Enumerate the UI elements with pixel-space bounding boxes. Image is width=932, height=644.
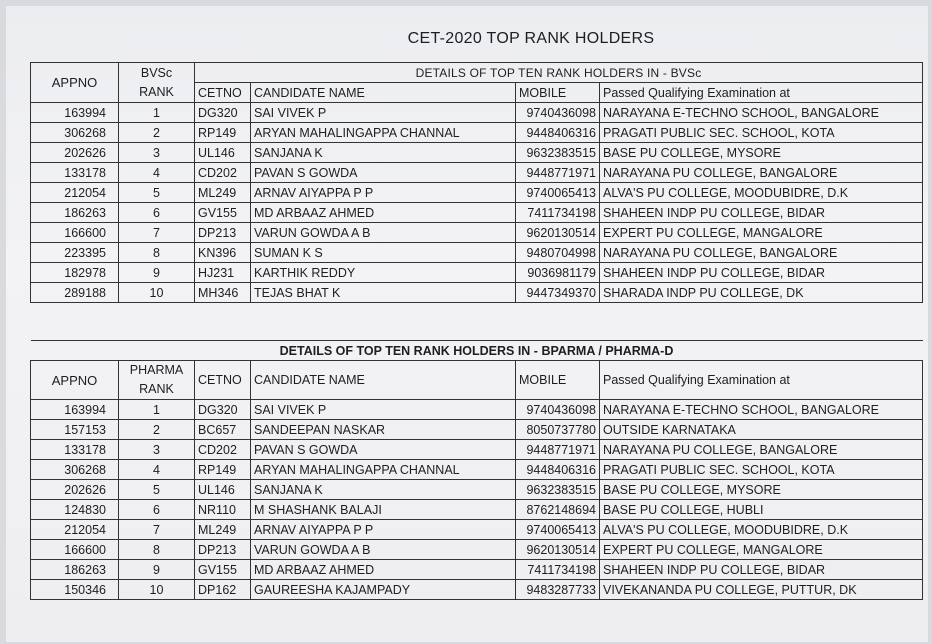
cell-mobile: 9632383515	[516, 143, 600, 163]
cell-rank: 1	[119, 103, 195, 123]
cell-appno: 223395	[31, 243, 119, 263]
pharma-header-name: CANDIDATE NAME	[251, 361, 516, 400]
pharma-header-appno: APPNO	[31, 361, 119, 400]
cell-name: ARYAN MAHALINGAPPA CHANNAL	[251, 123, 516, 143]
cell-mobile: 9483287733	[516, 580, 600, 600]
cell-name: SANDEEPAN NASKAR	[251, 420, 516, 440]
cell-appno: 186263	[31, 560, 119, 580]
cell-mobile: 9447349370	[516, 283, 600, 303]
cell-rank: 3	[119, 440, 195, 460]
pharma-header-rank	[119, 361, 195, 400]
cell-name: VARUN GOWDA A B	[251, 540, 516, 560]
table-row	[31, 163, 923, 183]
cell-cetno: CD202	[195, 440, 251, 460]
cell-name: SANJANA K	[251, 143, 516, 163]
cell-appno: 289188	[31, 283, 119, 303]
pharma-header-cetno: CETNO	[195, 361, 251, 400]
bvsc-rank-table	[30, 62, 923, 303]
cell-school: SHAHEEN INDP PU COLLEGE, BIDAR	[600, 203, 923, 223]
cell-cetno: BC657	[195, 420, 251, 440]
cell-school: NARAYANA PU COLLEGE, BANGALORE	[600, 243, 923, 263]
cell-cetno: DG320	[195, 400, 251, 420]
cell-school: EXPERT PU COLLEGE, MANGALORE	[600, 223, 923, 243]
cell-appno: 163994	[31, 400, 119, 420]
table-row	[31, 183, 923, 203]
cell-appno: 150346	[31, 580, 119, 600]
cell-cetno: KN396	[195, 243, 251, 263]
cell-appno: 163994	[31, 103, 119, 123]
cell-cetno: DP162	[195, 580, 251, 600]
cell-cetno: DP213	[195, 540, 251, 560]
cell-school: SHAHEEN INDP PU COLLEGE, BIDAR	[600, 263, 923, 283]
cell-name: PAVAN S GOWDA	[251, 440, 516, 460]
cell-appno: 133178	[31, 163, 119, 183]
cell-school: ALVA'S PU COLLEGE, MOODUBIDRE, D.K	[600, 183, 923, 203]
cell-school: SHAHEEN INDP PU COLLEGE, BIDAR	[600, 560, 923, 580]
cell-rank: 10	[119, 283, 195, 303]
bvsc-header-rank-line2: RANK	[139, 84, 174, 99]
cell-rank: 6	[119, 203, 195, 223]
table-row	[31, 263, 923, 283]
cell-mobile: 9632383515	[516, 480, 600, 500]
cell-name: SAI VIVEK P	[251, 103, 516, 123]
cell-appno: 202626	[31, 143, 119, 163]
cell-rank: 2	[119, 420, 195, 440]
cell-mobile: 9448406316	[516, 460, 600, 480]
cell-school: NARAYANA E-TECHNO SCHOOL, BANGALORE	[600, 400, 923, 420]
cell-name: ARYAN MAHALINGAPPA CHANNAL	[251, 460, 516, 480]
cell-cetno: UL146	[195, 143, 251, 163]
cell-school: BASE PU COLLEGE, MYSORE	[600, 143, 923, 163]
table-row	[31, 560, 923, 580]
cell-appno: 306268	[31, 460, 119, 480]
cell-name: GAUREESHA KAJAMPADY	[251, 580, 516, 600]
page-title: CET-2020 TOP RANK HOLDERS	[407, 30, 655, 47]
cell-rank: 1	[119, 400, 195, 420]
pharma-section-banner: DETAILS OF TOP TEN RANK HOLDERS IN - BPARMA / PHARMA-D	[31, 341, 923, 361]
cell-school: BASE PU COLLEGE, HUBLI	[600, 500, 923, 520]
cell-school: OUTSIDE KARNATAKA	[600, 420, 923, 440]
cell-mobile: 9448771971	[516, 440, 600, 460]
table-row	[31, 460, 923, 480]
cell-rank: 2	[119, 123, 195, 143]
bvsc-header-rank-line1: BVSc	[140, 65, 173, 80]
cell-name: M SHASHANK BALAJI	[251, 500, 516, 520]
bvsc-header-mobile: MOBILE	[516, 83, 600, 103]
cell-mobile: 9448406316	[516, 123, 600, 143]
pharma-header-rank-line2: RANK	[139, 382, 174, 396]
cell-cetno: ML249	[195, 520, 251, 540]
table-row	[31, 520, 923, 540]
table-row	[31, 123, 923, 143]
cell-name: ARNAV AIYAPPA P P	[251, 520, 516, 540]
cell-rank: 8	[119, 540, 195, 560]
bvsc-header-name: CANDIDATE NAME	[251, 83, 516, 103]
bvsc-rows	[31, 103, 923, 303]
cell-cetno: UL146	[195, 480, 251, 500]
cell-rank: 8	[119, 243, 195, 263]
cell-appno: 202626	[31, 480, 119, 500]
cell-appno: 157153	[31, 420, 119, 440]
cell-school: NARAYANA PU COLLEGE, BANGALORE	[600, 163, 923, 183]
cell-rank: 4	[119, 163, 195, 183]
cell-cetno: CD202	[195, 163, 251, 183]
cell-mobile: 7411734198	[516, 203, 600, 223]
cell-rank: 10	[119, 580, 195, 600]
cell-appno: 133178	[31, 440, 119, 460]
cell-mobile: 7411734198	[516, 560, 600, 580]
cell-rank: 6	[119, 500, 195, 520]
bvsc-header-school: Passed Qualifying Examination at	[600, 83, 923, 103]
cell-cetno: DP213	[195, 223, 251, 243]
table-row	[31, 203, 923, 223]
bvsc-header-appno: APPNO	[31, 63, 119, 103]
pharma-header-school: Passed Qualifying Examination at	[600, 361, 923, 400]
cell-name: VARUN GOWDA A B	[251, 223, 516, 243]
cell-cetno: NR110	[195, 500, 251, 520]
cell-appno: 124830	[31, 500, 119, 520]
cell-rank: 9	[119, 263, 195, 283]
cell-cetno: ML249	[195, 183, 251, 203]
cell-rank: 7	[119, 520, 195, 540]
pharma-header-mobile: MOBILE	[516, 361, 600, 400]
cell-name: TEJAS BHAT K	[251, 283, 516, 303]
cell-mobile: 8050737780	[516, 420, 600, 440]
bvsc-header-rank	[119, 63, 195, 103]
bvsc-header-cetno: CETNO	[195, 83, 251, 103]
cell-cetno: MH346	[195, 283, 251, 303]
cell-name: PAVAN S GOWDA	[251, 163, 516, 183]
cell-cetno: GV155	[195, 203, 251, 223]
table-row	[31, 400, 923, 420]
cell-rank: 3	[119, 143, 195, 163]
cell-mobile: 8762148694	[516, 500, 600, 520]
table-row	[31, 243, 923, 263]
cell-school: VIVEKANANDA PU COLLEGE, PUTTUR, DK	[600, 580, 923, 600]
cell-mobile: 9740436098	[516, 400, 600, 420]
cell-appno: 182978	[31, 263, 119, 283]
cell-mobile: 9480704998	[516, 243, 600, 263]
table-row	[31, 480, 923, 500]
cell-school: ALVA'S PU COLLEGE, MOODUBIDRE, D.K	[600, 520, 923, 540]
cell-cetno: GV155	[195, 560, 251, 580]
table-row	[31, 223, 923, 243]
cell-rank: 5	[119, 183, 195, 203]
cell-mobile: 9620130514	[516, 540, 600, 560]
cell-school: NARAYANA PU COLLEGE, BANGALORE	[600, 440, 923, 460]
cell-rank: 5	[119, 480, 195, 500]
table-row	[31, 283, 923, 303]
cell-mobile: 9740065413	[516, 520, 600, 540]
cell-name: SUMAN K S	[251, 243, 516, 263]
cell-appno: 166600	[31, 223, 119, 243]
cell-cetno: RP149	[195, 460, 251, 480]
bvsc-section-banner: DETAILS OF TOP TEN RANK HOLDERS IN - BVSc	[195, 63, 923, 83]
cell-school: SHARADA INDP PU COLLEGE, DK	[600, 283, 923, 303]
cell-school: PRAGATI PUBLIC SEC. SCHOOL, KOTA	[600, 123, 923, 143]
cell-appno: 212054	[31, 183, 119, 203]
cell-name: KARTHIK REDDY	[251, 263, 516, 283]
cell-name: MD ARBAAZ AHMED	[251, 203, 516, 223]
table-row	[31, 440, 923, 460]
cell-school: PRAGATI PUBLIC SEC. SCHOOL, KOTA	[600, 460, 923, 480]
cell-cetno: RP149	[195, 123, 251, 143]
cell-name: MD ARBAAZ AHMED	[251, 560, 516, 580]
table-row	[31, 500, 923, 520]
cell-mobile: 9740065413	[516, 183, 600, 203]
table-row	[31, 103, 923, 123]
table-row	[31, 580, 923, 600]
table-row	[31, 420, 923, 440]
cell-appno: 186263	[31, 203, 119, 223]
cell-name: ARNAV AIYAPPA P P	[251, 183, 516, 203]
table-row	[31, 143, 923, 163]
cell-rank: 7	[119, 223, 195, 243]
cell-name: SAI VIVEK P	[251, 400, 516, 420]
table-row	[31, 540, 923, 560]
cell-appno: 212054	[31, 520, 119, 540]
cell-cetno: DG320	[195, 103, 251, 123]
cell-cetno: HJ231	[195, 263, 251, 283]
pharma-rows	[31, 400, 923, 600]
cell-mobile: 9620130514	[516, 223, 600, 243]
cell-appno: 166600	[31, 540, 119, 560]
cell-mobile: 9448771971	[516, 163, 600, 183]
cell-mobile: 9740436098	[516, 103, 600, 123]
cell-school: EXPERT PU COLLEGE, MANGALORE	[600, 540, 923, 560]
cell-name: SANJANA K	[251, 480, 516, 500]
cell-school: NARAYANA E-TECHNO SCHOOL, BANGALORE	[600, 103, 923, 123]
cell-mobile: 9036981179	[516, 263, 600, 283]
cell-appno: 306268	[31, 123, 119, 143]
pharma-header-rank-line1: PHARMA	[129, 363, 184, 377]
cell-school: BASE PU COLLEGE, MYSORE	[600, 480, 923, 500]
cell-rank: 9	[119, 560, 195, 580]
pharma-rank-table	[30, 340, 923, 600]
cell-rank: 4	[119, 460, 195, 480]
